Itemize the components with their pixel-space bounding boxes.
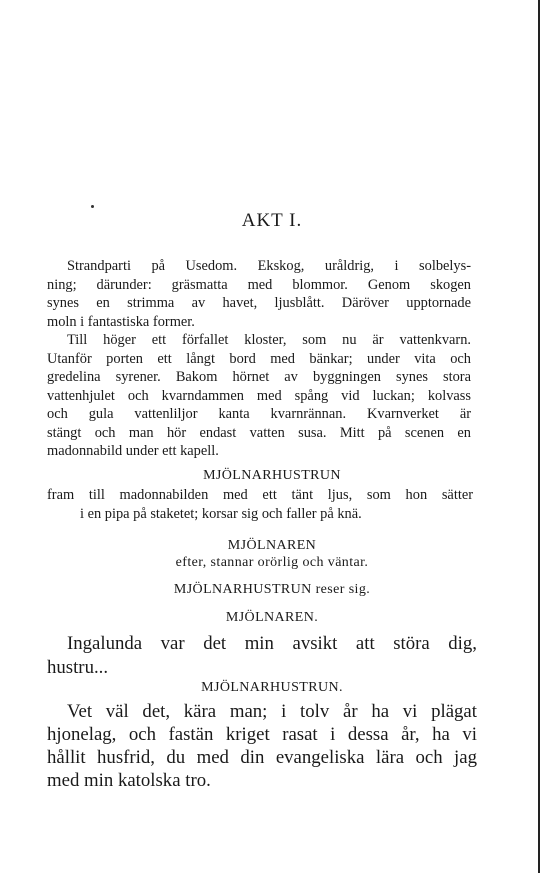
speech-line: hjonelag, och fastän kriget rasat i dessa år, ha vi: [47, 724, 477, 745]
action-line: efter, stannar orörlig och väntar.: [175, 555, 369, 570]
speaker-name: MJÖLNARHUSTRUN: [203, 468, 341, 483]
text-line: moln i fantastiska former.: [47, 314, 195, 330]
action-line: fram till madonnabilden med ett tänt ljus, som hon sätter: [47, 487, 473, 503]
text-line: madonnabild under ett kapell.: [47, 443, 219, 459]
text-line: Strandparti på Usedom. Ekskog, uråldrig, i solbelys-: [67, 258, 471, 274]
speaker-name: MJÖLNARHUSTRUN.: [201, 680, 343, 695]
text-line: Till höger ett förfallet kloster, som nu är vattenkvarn.: [67, 332, 471, 348]
text-line: ning; därunder: gräsmatta med blommor. Genom skogen: [47, 277, 471, 293]
text-line: vattenhjulet och kvarndammen med spång vid luckan; kolvass: [47, 388, 471, 404]
speech-line: hustru...: [47, 657, 109, 678]
speaker-name: MJÖLNAREN.: [225, 610, 319, 625]
speaker-name: MJÖLNAREN: [227, 538, 317, 553]
text-line: stängt och man hör endast vatten susa. Mitt på scenen en: [47, 425, 471, 441]
speech-line: Ingalunda var det min avsikt att störa dig,: [67, 633, 477, 654]
speech-line: hållit husfrid, du med din evangeliska lära och jag: [47, 747, 477, 768]
text-line: synes en strimma av havet, ljusblått. Däröver upptornade: [47, 295, 471, 311]
act-heading: AKT I.: [241, 210, 303, 231]
ink-speck: [91, 205, 94, 208]
speech-line: Vet väl det, kära man; i tolv år ha vi plägat: [67, 701, 477, 722]
text-line: och gula vattenliljor kanta kvarnrännan. Kvarnverket är: [47, 406, 471, 422]
text-line: gredelina syrener. Bakom hörnet av byggningen synes stora: [47, 369, 471, 385]
text-line: Utanför porten ett långt bord med bänkar; under vita och: [47, 351, 471, 367]
speech-line: med min katolska tro.: [47, 770, 211, 791]
action-line: i en pipa på staketet; korsar sig och faller på knä.: [80, 506, 362, 522]
speaker-with-direction: MJÖLNARHUSTRUN reser sig.: [173, 582, 371, 597]
page-edge-line: [538, 0, 540, 873]
